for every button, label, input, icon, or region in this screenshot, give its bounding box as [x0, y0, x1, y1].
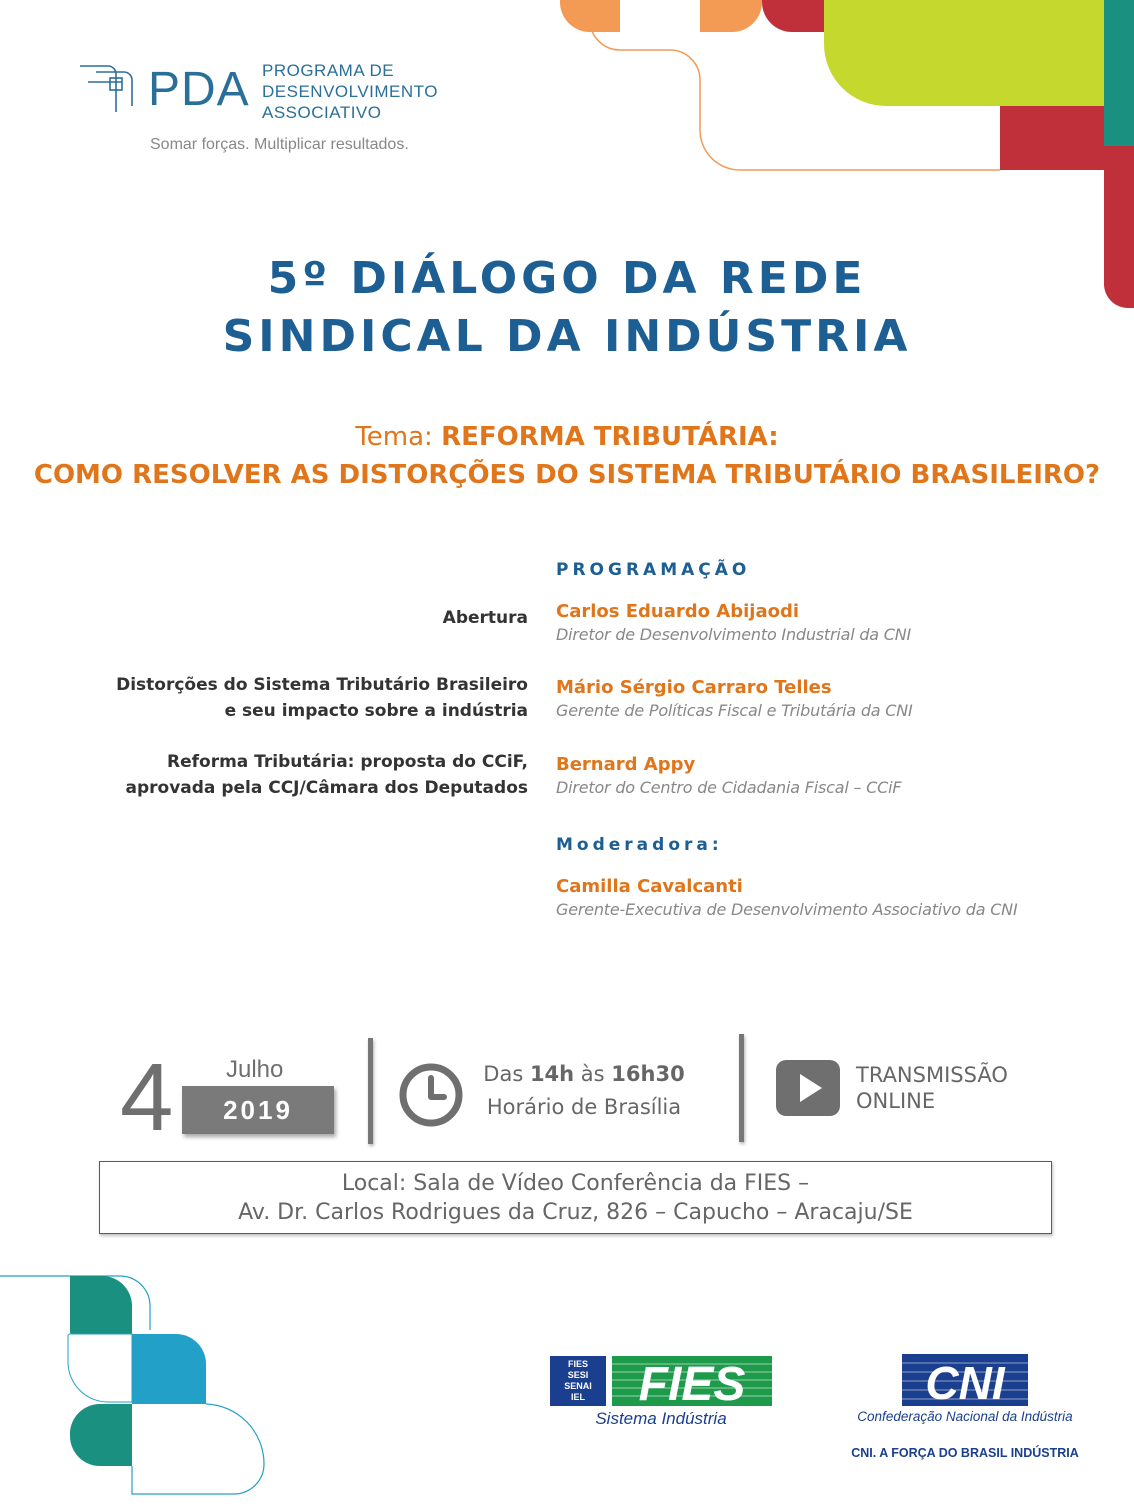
pda-logo — [78, 58, 458, 158]
program-topic — [126, 749, 529, 801]
fies-subtitle: Sistema Indústria — [595, 1409, 727, 1428]
divider — [368, 1038, 373, 1144]
speaker-name: Bernard Appy — [556, 754, 696, 775]
event-year: 2019 — [223, 1095, 293, 1125]
location-line: Av. Dr. Carlos Rodrigues da Cruz, 826 – Capucho – Aracaju/SE — [238, 1200, 913, 1225]
pda-name-line: DESENVOLVIMENTO — [262, 82, 438, 101]
title-line: 5º DIÁLOGO DA REDE — [267, 253, 867, 304]
speaker-role: Diretor do Centro de Cidadania Fiscal – CCiF — [556, 778, 902, 797]
fies-small-label: IEL — [570, 1392, 586, 1402]
topic-line: Distorções do Sistema Tributário Brasileiro — [116, 675, 528, 695]
event-month: Julho — [226, 1056, 284, 1083]
location-line: Local: Sala de Vídeo Conferência da FIES – — [341, 1171, 810, 1196]
event-year-badge — [182, 1086, 334, 1134]
program-topic — [116, 672, 528, 724]
cni-slogan: CNI. A FORÇA DO BRASIL INDÚSTRIA — [851, 1446, 1079, 1460]
location-box — [99, 1161, 1052, 1234]
pda-name-line: ASSOCIATIVO — [262, 103, 382, 122]
topic-line: Abertura — [442, 608, 528, 628]
theme-line: COMO RESOLVER AS DISTORÇÕES DO SISTEMA TRIBUTÁRIO BRASILEIRO? — [33, 460, 1101, 490]
program-speaker — [556, 753, 901, 799]
topic-line: Reforma Tributária: proposta do CCiF, — [167, 752, 528, 772]
time-end: 16h30 — [611, 1062, 685, 1086]
play-icon — [776, 1060, 840, 1116]
program-speaker — [556, 600, 911, 646]
moderator-heading: Moderadora: — [556, 835, 723, 855]
fies-small-label: SESI — [567, 1370, 589, 1380]
speaker-role: Diretor de Desenvolvimento Industrial da CNI — [556, 625, 912, 644]
pda-mark-icon — [78, 62, 140, 120]
event-timezone: Horário de Brasília — [486, 1095, 682, 1119]
speaker-name: Mário Sérgio Carraro Telles — [556, 677, 832, 698]
fies-big-label: FIES — [638, 1358, 746, 1411]
fies-small-label: FIES — [567, 1359, 589, 1369]
theme-line: REFORMA TRIBUTÁRIA: — [441, 422, 779, 452]
pda-tagline: Somar forças. Multiplicar resultados. — [150, 136, 409, 153]
decorative-shapes-bottom — [0, 1270, 300, 1512]
title-line: SINDICAL DA INDÚSTRIA — [222, 311, 912, 362]
time-prefix: Das — [483, 1062, 530, 1086]
topic-line: e seu impacto sobre a indústria — [224, 701, 528, 721]
time-mid: às — [574, 1062, 612, 1086]
speaker-role: Gerente-Executiva de Desenvolvimento Associativo da CNI — [556, 900, 1018, 919]
divider — [739, 1034, 744, 1142]
cni-subtitle: Confederação Nacional da Indústria — [857, 1409, 1073, 1424]
speaker-name: Camilla Cavalcanti — [556, 876, 743, 897]
event-day: 4 — [120, 1044, 174, 1151]
time-start: 14h — [529, 1062, 575, 1086]
stream-line: ONLINE — [856, 1089, 936, 1113]
stream-line: TRANSMISSÃO — [856, 1063, 1008, 1087]
pda-letters: PDA — [148, 63, 250, 116]
fies-small-label: SENAI — [564, 1381, 592, 1391]
topic-line: aprovada pela CCJ/Câmara dos Deputados — [125, 778, 528, 798]
event-time — [474, 1062, 694, 1086]
moderator-speaker — [556, 875, 1017, 921]
program-topic — [443, 605, 528, 631]
page-title — [0, 250, 1134, 366]
program-heading: PROGRAMAÇÃO — [556, 560, 751, 580]
event-theme — [0, 418, 1134, 494]
cni-logo — [902, 1354, 1028, 1406]
pda-name-line: PROGRAMA DE — [262, 61, 395, 80]
cni-big-label: CNI — [925, 1357, 1005, 1406]
speaker-role: Gerente de Políticas Fiscal e Tributária da CNI — [556, 701, 913, 720]
clock-icon — [398, 1062, 464, 1128]
speaker-name: Carlos Eduardo Abijaodi — [556, 601, 800, 622]
theme-lead: Tema: — [355, 422, 442, 452]
program-speaker — [556, 676, 913, 722]
pda-program-name — [262, 60, 438, 123]
streaming-label — [856, 1062, 1008, 1114]
